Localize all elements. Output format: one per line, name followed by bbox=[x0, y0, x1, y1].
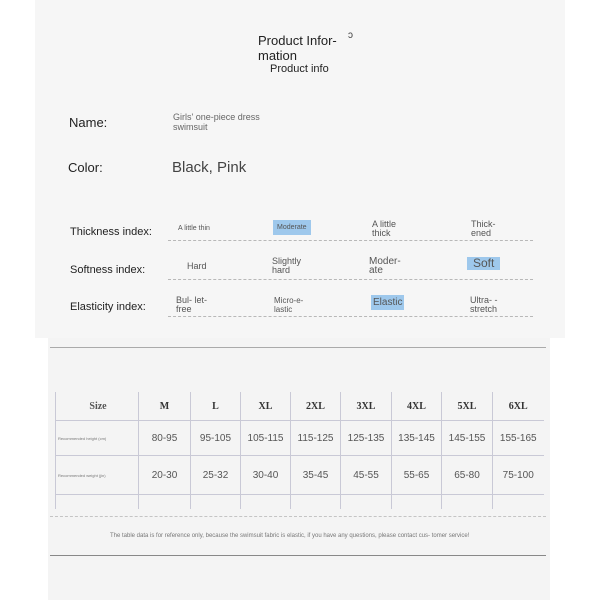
thickness-option: Thick- ened bbox=[471, 219, 496, 238]
height-cell: 125-135 bbox=[341, 421, 392, 456]
softness-label: Softness index: bbox=[70, 264, 146, 276]
softness-option-selected: Soft bbox=[467, 257, 500, 270]
weight-cell: 55-65 bbox=[392, 456, 442, 495]
size-header-cell: 2XL bbox=[291, 392, 341, 421]
note-divider bbox=[50, 516, 546, 517]
softness-option: Hard bbox=[187, 261, 207, 271]
height-cell: 145-155 bbox=[442, 421, 493, 456]
page-title: Product Infor- mation bbox=[258, 33, 337, 63]
thickness-divider bbox=[168, 240, 533, 241]
weight-cell: 30-40 bbox=[241, 456, 291, 495]
table-row bbox=[56, 456, 544, 495]
size-table bbox=[55, 392, 544, 509]
thickness-option: A little thin bbox=[178, 225, 210, 232]
elasticity-option: Ultra- -stretch bbox=[470, 295, 498, 314]
size-header-cell: L bbox=[191, 392, 241, 421]
elasticity-divider bbox=[168, 316, 533, 317]
spacer-cell bbox=[241, 495, 291, 510]
table-row-spacer bbox=[56, 495, 544, 510]
size-header-cell: Size bbox=[56, 392, 139, 421]
table-row bbox=[56, 421, 544, 456]
size-header-cell: 5XL bbox=[442, 392, 493, 421]
height-cell: 80-95 bbox=[139, 421, 191, 456]
height-row-label: Recommended height (cm) bbox=[56, 421, 139, 456]
spacer-cell bbox=[442, 495, 493, 510]
thickness-option-selected: Moderate bbox=[273, 220, 311, 235]
size-header-cell: M bbox=[139, 392, 191, 421]
softness-option: Slightly hard bbox=[272, 256, 302, 275]
weight-cell: 45-55 bbox=[341, 456, 392, 495]
reference-note: The table data is for reference only, because the swimsuit fabric is elastic, if you have any questions, please contact cus- tomer service! bbox=[110, 533, 470, 539]
softness-divider bbox=[168, 279, 533, 280]
color-label: Color: bbox=[68, 160, 103, 175]
title-mark: ↄ bbox=[348, 30, 353, 41]
height-cell: 105-115 bbox=[241, 421, 291, 456]
size-header-cell: 3XL bbox=[341, 392, 392, 421]
weight-cell: 35-45 bbox=[291, 456, 341, 495]
elasticity-option-selected: Elastic bbox=[373, 297, 403, 308]
size-header-cell: XL bbox=[241, 392, 291, 421]
spacer-cell bbox=[191, 495, 241, 510]
height-cell: 155-165 bbox=[493, 421, 544, 456]
thickness-label: Thickness index: bbox=[70, 226, 152, 238]
spacer-cell bbox=[139, 495, 191, 510]
elasticity-option: Bul- let-free bbox=[176, 295, 208, 314]
table-top-border bbox=[50, 347, 546, 348]
weight-cell: 20-30 bbox=[139, 456, 191, 495]
elasticity-option: Micro-e- lastic bbox=[274, 296, 304, 314]
weight-cell: 25-32 bbox=[191, 456, 241, 495]
spacer-cell bbox=[291, 495, 341, 510]
height-cell: 115-125 bbox=[291, 421, 341, 456]
spacer-cell bbox=[56, 495, 139, 510]
spacer-cell bbox=[392, 495, 442, 510]
softness-option: Moder- ate bbox=[369, 256, 401, 276]
weight-cell: 65-80 bbox=[442, 456, 493, 495]
thickness-option: A little thick bbox=[372, 219, 397, 238]
height-cell: 135-145 bbox=[392, 421, 442, 456]
size-header-cell: 6XL bbox=[493, 392, 544, 421]
name-label: Name: bbox=[69, 115, 108, 130]
page-subtitle: Product info bbox=[270, 63, 329, 75]
name-value: Girls' one-piece dress swimsuit bbox=[173, 112, 260, 132]
size-header-row bbox=[56, 392, 544, 421]
size-header-cell: 4XL bbox=[392, 392, 442, 421]
elasticity-label: Elasticity index: bbox=[70, 301, 146, 313]
color-value: Black, Pink bbox=[172, 159, 247, 176]
weight-cell: 75-100 bbox=[493, 456, 544, 495]
spacer-cell bbox=[341, 495, 392, 510]
footer-border bbox=[50, 555, 546, 556]
height-cell: 95-105 bbox=[191, 421, 241, 456]
spacer-cell bbox=[493, 495, 544, 510]
weight-row-label: Recommended weight (jin) bbox=[56, 456, 139, 495]
